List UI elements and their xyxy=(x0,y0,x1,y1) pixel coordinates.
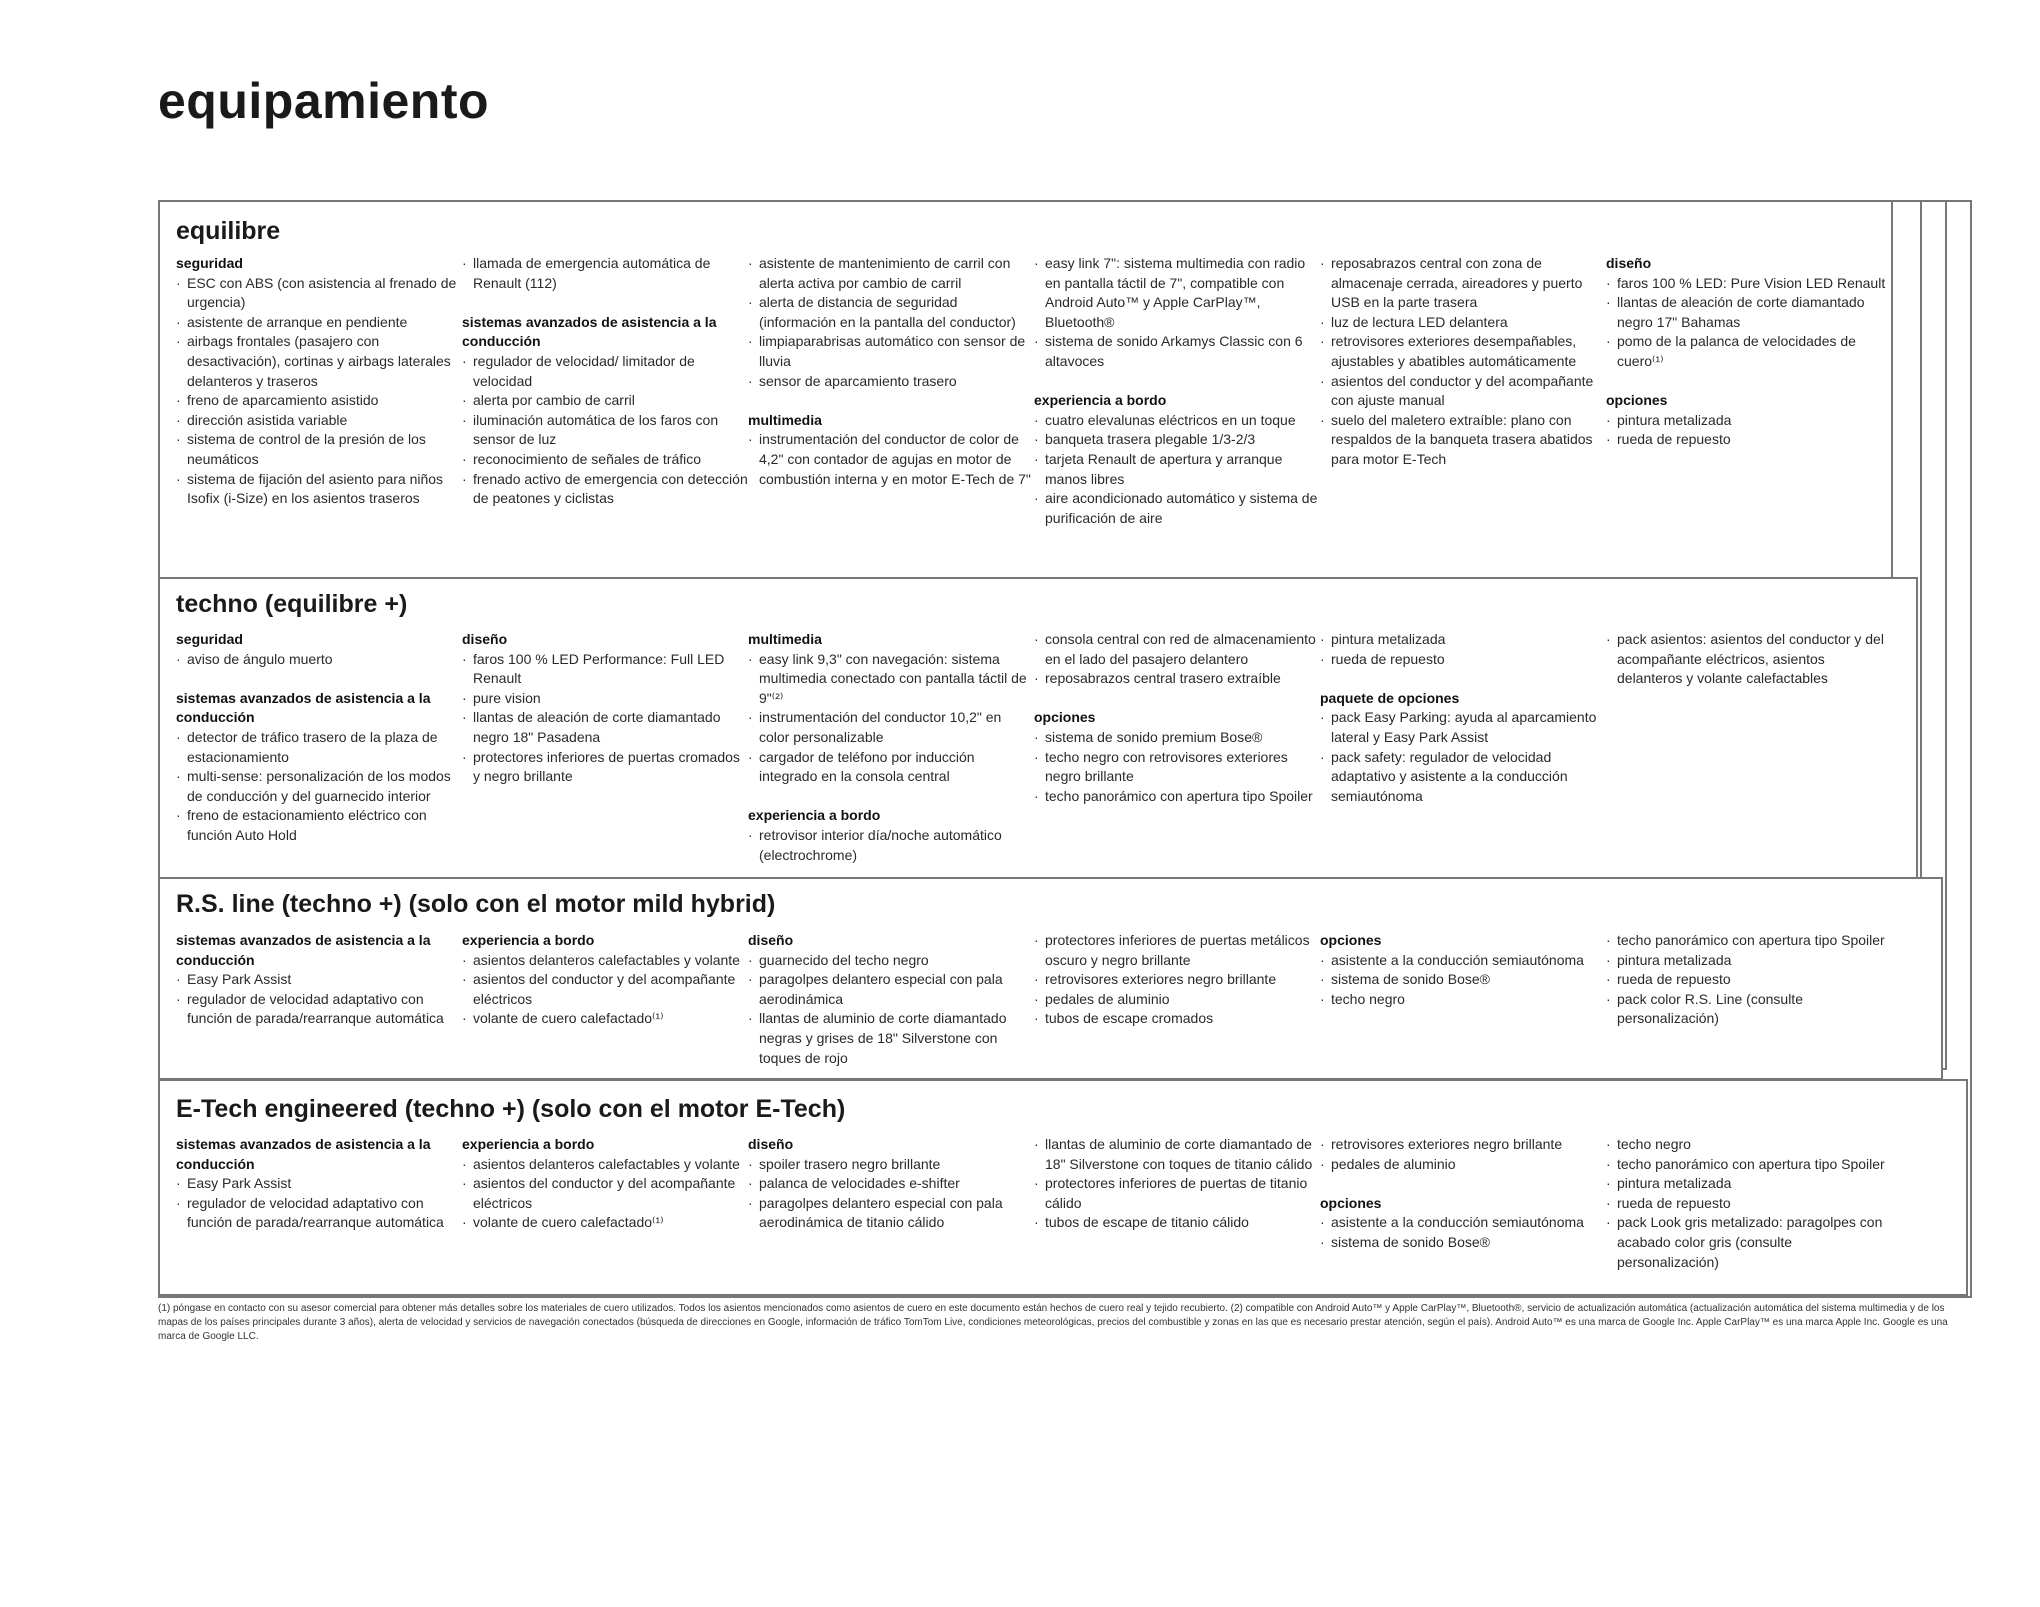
feature-group-heading: experiencia a bordo xyxy=(462,1136,595,1152)
feature-group-heading: multimedia xyxy=(748,631,822,647)
feature-column xyxy=(176,931,462,1068)
feature-column xyxy=(462,1135,748,1272)
feature-list xyxy=(1320,951,1606,1010)
feature-item: · asientos delanteros calefactables y volante xyxy=(462,951,748,971)
feature-group xyxy=(462,630,748,787)
feature-item: · techo panorámico con apertura tipo Spoiler xyxy=(1034,787,1320,807)
feature-group-heading: opciones xyxy=(1606,392,1668,409)
feature-item: · llantas de aleación de corte diamantado negro 17" Bahamas xyxy=(1606,293,1892,332)
feature-item: · freno de aparcamiento asistido xyxy=(176,391,462,411)
feature-column xyxy=(1606,931,1892,1068)
feature-column xyxy=(748,1135,1034,1272)
feature-list xyxy=(1606,630,1892,689)
section-title: techno (equilibre +) xyxy=(176,590,408,618)
feature-group-heading: multimedia xyxy=(748,411,822,428)
feature-group xyxy=(1320,931,1606,1009)
feature-column xyxy=(176,630,462,865)
feature-group xyxy=(1034,1135,1320,1233)
feature-item: · cuatro elevalunas eléctricos en un toque xyxy=(1034,411,1320,431)
feature-item: · instrumentación del conductor 10,2" en color personalizable xyxy=(748,708,1034,747)
section-title: E-Tech engineered (techno +) (solo con el motor E-Tech) xyxy=(176,1095,846,1123)
feature-group-heading: diseño xyxy=(748,932,794,948)
feature-column xyxy=(1320,931,1606,1068)
section-columns xyxy=(176,254,1886,528)
feature-item: · pack Easy Parking: ayuda al aparcamiento lateral y Easy Park Assist xyxy=(1320,708,1606,747)
feature-group-heading: sistemas avanzados de asistencia a la conducción xyxy=(176,1136,431,1172)
feature-group-heading: seguridad xyxy=(176,255,243,271)
feature-item: · cargador de teléfono por inducción integrado en la consola central xyxy=(748,748,1034,787)
feature-item: · iluminación automática de los faros con sensor de luz xyxy=(462,411,748,450)
feature-column xyxy=(1034,1135,1320,1272)
feature-list xyxy=(176,970,462,1029)
feature-group xyxy=(176,1135,462,1233)
feature-group xyxy=(462,254,748,293)
feature-list xyxy=(176,650,462,670)
feature-list xyxy=(1606,931,1892,1029)
feature-item: · techo panorámico con apertura tipo Spoiler xyxy=(1606,931,1892,951)
feature-column xyxy=(462,931,748,1068)
feature-item: · asientos delanteros calefactables y volante xyxy=(462,1155,748,1175)
feature-item: · aviso de ángulo muerto xyxy=(176,650,462,670)
feature-item: · sistema de control de la presión de los neumáticos xyxy=(176,430,462,469)
feature-group xyxy=(1320,1194,1606,1253)
feature-item: · pedales de aluminio xyxy=(1320,1155,1606,1175)
feature-column xyxy=(176,254,462,528)
feature-list xyxy=(462,254,748,293)
feature-item: · sistema de sonido Arkamys Classic con 6 altavoces xyxy=(1034,332,1320,371)
feature-list xyxy=(462,1155,748,1233)
feature-group xyxy=(748,1135,1034,1233)
feature-group xyxy=(1034,630,1320,689)
feature-item: · protectores inferiores de puertas de titanio cálido xyxy=(1034,1174,1320,1213)
feature-item: · multi-sense: personalización de los modos de conducción y del guarnecido interior xyxy=(176,767,462,806)
feature-column xyxy=(1606,630,1892,865)
feature-group xyxy=(176,931,462,1029)
feature-item: · pack color R.S. Line (consulte personalización) xyxy=(1606,990,1892,1029)
feature-group-heading: experiencia a bordo xyxy=(748,807,881,824)
feature-item: · alerta por cambio de carril xyxy=(462,391,748,411)
feature-item: · frenado activo de emergencia con detección de peatones y ciclistas xyxy=(462,470,748,509)
feature-list xyxy=(748,430,1034,489)
feature-group-heading: opciones xyxy=(1320,1194,1382,1211)
feature-item: · rueda de repuesto xyxy=(1320,650,1606,670)
feature-column xyxy=(176,1135,462,1272)
feature-item: · sistema de fijación del asiento para niños Isofix (i-Size) en los asientos traseros xyxy=(176,470,462,509)
feature-item: · asientos del conductor y del acompañante eléctricos xyxy=(462,1174,748,1213)
feature-group xyxy=(462,1135,748,1233)
feature-item: · tarjeta Renault de apertura y arranque manos libres xyxy=(1034,450,1320,489)
feature-group-heading: opciones xyxy=(1034,709,1096,726)
feature-group xyxy=(1034,391,1320,528)
feature-item: · tubos de escape cromados xyxy=(1034,1009,1320,1029)
feature-item: · sistema de sonido Bose® xyxy=(1320,1233,1606,1253)
feature-group xyxy=(462,931,748,1029)
footnote: (1) póngase en contacto con su asesor comercial para obtener más detalles sobre los materiales de cuero utilizados. Todos los asientos mencionados como asientos de cuero en este documento están hechos de cuero real y tejido recubierto. (2) compatible con Android Auto™ y Apple CarPlay™, Bluetooth®, servicio de actualización automática (actualización automática del sistema multimedia y de los mapas de los países principales durante 3 años), alerta de velocidad y servicios de navegación conectados (búsqueda de direcciones en Google, información de tráfico TomTom Live, condiciones meteorológicas, precios del combustible y zonas en las que es necesario prestar atención, según el país). Android Auto™ es una marca de Google Inc. Apple CarPlay™ es una marca Apple Inc. Google es una marca de Google LLC. xyxy=(158,1303,1948,1342)
feature-item: · techo negro xyxy=(1320,990,1606,1010)
feature-item: · detector de tráfico trasero de la plaza de estacionamiento xyxy=(176,728,462,767)
feature-group xyxy=(176,630,462,669)
feature-item: · llantas de aluminio de corte diamantado negras y grises de 18" Silverstone con toques de rojo xyxy=(748,1009,1034,1068)
feature-list xyxy=(748,951,1034,1069)
feature-group xyxy=(176,254,462,509)
feature-group xyxy=(1606,931,1892,1029)
feature-item: · pack safety: regulador de velocidad adaptativo y asistente a la conducción semiautónoma xyxy=(1320,748,1606,807)
feature-item: · suelo del maletero extraíble: plano con respaldos de la banqueta trasera abatidos para motor E-Tech xyxy=(1320,411,1606,470)
feature-list xyxy=(748,1155,1034,1233)
feature-item: · guarnecido del techo negro xyxy=(748,951,1034,971)
feature-group xyxy=(462,313,748,509)
feature-item: · paragolpes delantero especial con pala aerodinámica de titanio cálido xyxy=(748,1194,1034,1233)
feature-column xyxy=(748,931,1034,1068)
feature-item: · consola central con red de almacenamiento en el lado del pasajero delantero xyxy=(1034,630,1320,669)
feature-item: · pintura metalizada xyxy=(1606,1174,1892,1194)
feature-item: · easy link 9,3" con navegación: sistema multimedia conectado con pantalla táctil de 9"⁽²⁾ xyxy=(748,650,1034,709)
feature-item: · paragolpes delantero especial con pala aerodinámica xyxy=(748,970,1034,1009)
feature-group xyxy=(1320,1135,1606,1174)
feature-group-heading: diseño xyxy=(1606,255,1652,271)
feature-group xyxy=(748,931,1034,1068)
feature-item: · asistente de arranque en pendiente xyxy=(176,313,462,333)
feature-item: · faros 100 % LED: Pure Vision LED Renault xyxy=(1606,274,1892,294)
feature-group-heading: opciones xyxy=(1320,932,1382,948)
feature-item: · pack Look gris metalizado: paragolpes con acabado color gris (consulte personalización) xyxy=(1606,1213,1892,1272)
feature-item: · asistente a la conducción semiautónoma xyxy=(1320,951,1606,971)
feature-list xyxy=(1320,254,1606,470)
feature-item: · instrumentación del conductor de color de 4,2" con contador de agujas en motor de combustión interna y en motor E-Tech de 7" xyxy=(748,430,1034,489)
feature-group-heading: paquete de opciones xyxy=(1320,689,1460,706)
section-columns xyxy=(176,630,1908,865)
feature-item: · volante de cuero calefactado⁽¹⁾ xyxy=(462,1009,748,1029)
feature-list xyxy=(748,650,1034,787)
feature-item: · pintura metalizada xyxy=(1606,411,1892,431)
feature-list xyxy=(1034,254,1320,372)
feature-list xyxy=(462,951,748,1029)
feature-column xyxy=(1320,1135,1606,1272)
feature-group-heading: diseño xyxy=(462,631,508,647)
feature-list xyxy=(1320,1213,1606,1252)
feature-group xyxy=(1606,630,1892,689)
feature-list xyxy=(462,352,748,509)
feature-group xyxy=(1034,708,1320,806)
feature-item: · pintura metalizada xyxy=(1320,630,1606,650)
feature-group xyxy=(176,689,462,846)
feature-column xyxy=(1606,254,1892,528)
feature-item: · rueda de repuesto xyxy=(1606,970,1892,990)
feature-column xyxy=(1034,630,1320,865)
feature-item: · tubos de escape de titanio cálido xyxy=(1034,1213,1320,1233)
feature-item: · ESC con ABS (con asistencia al frenado de urgencia) xyxy=(176,274,462,313)
feature-column xyxy=(1320,630,1606,865)
feature-list xyxy=(1606,274,1892,372)
feature-item: · protectores inferiores de puertas metálicos oscuro y negro brillante xyxy=(1034,931,1320,970)
feature-item: · sistema de sonido Bose® xyxy=(1320,970,1606,990)
section-columns xyxy=(176,1135,1958,1272)
feature-item: · faros 100 % LED Performance: Full LED Renault xyxy=(462,650,748,689)
feature-group xyxy=(748,411,1034,489)
feature-item: · retrovisores exteriores negro brillante xyxy=(1320,1135,1606,1155)
feature-group xyxy=(1606,254,1892,372)
feature-item: · techo negro con retrovisores exteriores negro brillante xyxy=(1034,748,1320,787)
feature-list xyxy=(1034,630,1320,689)
feature-item: · retrovisor interior día/noche automático (electrochrome) xyxy=(748,826,1034,865)
feature-item: · airbags frontales (pasajero con desactivación), cortinas y airbags laterales delanteros y traseros xyxy=(176,332,462,391)
feature-column xyxy=(1034,254,1320,528)
feature-item: · pack asientos: asientos del conductor y del acompañante eléctricos, asientos delanteros y volante calefactables xyxy=(1606,630,1892,689)
feature-list xyxy=(1320,1135,1606,1174)
feature-item: · retrovisores exteriores negro brillante xyxy=(1034,970,1320,990)
feature-list xyxy=(462,650,748,787)
feature-list xyxy=(1034,931,1320,1029)
feature-group-heading: sistemas avanzados de asistencia a la conducción xyxy=(176,689,431,726)
feature-list xyxy=(176,274,462,509)
feature-item: · easy link 7": sistema multimedia con radio en pantalla táctil de 7", compatible con Android Auto™ y Apple CarPlay™, Bluetooth® xyxy=(1034,254,1320,332)
feature-item: · Easy Park Assist xyxy=(176,1174,462,1194)
feature-group xyxy=(748,806,1034,865)
feature-group-heading: sistemas avanzados de asistencia a la conducción xyxy=(462,313,717,350)
feature-column xyxy=(748,254,1034,528)
feature-item: · sensor de aparcamiento trasero xyxy=(748,372,1034,392)
feature-item: · pedales de aluminio xyxy=(1034,990,1320,1010)
feature-list xyxy=(1320,708,1606,806)
feature-group xyxy=(1320,630,1606,669)
feature-item: · asientos del conductor y del acompañante con ajuste manual xyxy=(1320,372,1606,411)
feature-group-heading: sistemas avanzados de asistencia a la conducción xyxy=(176,932,431,968)
feature-column xyxy=(1320,254,1606,528)
feature-list xyxy=(1320,630,1606,669)
feature-column xyxy=(1606,1135,1892,1272)
feature-group xyxy=(748,254,1034,391)
feature-item: · asientos del conductor y del acompañante eléctricos xyxy=(462,970,748,1009)
page-title: equipamiento xyxy=(158,73,490,129)
feature-item: · sistema de sonido premium Bose® xyxy=(1034,728,1320,748)
feature-item: · asistente a la conducción semiautónoma xyxy=(1320,1213,1606,1233)
feature-list xyxy=(1606,411,1892,450)
feature-item: · volante de cuero calefactado⁽¹⁾ xyxy=(462,1213,748,1233)
section-title: equilibre xyxy=(176,217,281,245)
feature-item: · aire acondicionado automático y sistema de purificación de aire xyxy=(1034,489,1320,528)
feature-item: · limpiaparabrisas automático con sensor de lluvia xyxy=(748,332,1034,371)
feature-item: · pintura metalizada xyxy=(1606,951,1892,971)
feature-list xyxy=(748,254,1034,391)
feature-list xyxy=(1034,728,1320,806)
feature-group xyxy=(1320,254,1606,470)
feature-group xyxy=(1034,254,1320,372)
feature-group xyxy=(1034,931,1320,1029)
feature-item: · freno de estacionamiento eléctrico con función Auto Hold xyxy=(176,806,462,845)
feature-group xyxy=(1606,391,1892,450)
feature-list xyxy=(1606,1135,1892,1272)
feature-item: · luz de lectura LED delantera xyxy=(1320,313,1606,333)
feature-item: · rueda de repuesto xyxy=(1606,1194,1892,1214)
section-techno xyxy=(158,577,1918,879)
feature-item: · Easy Park Assist xyxy=(176,970,462,990)
feature-item: · llamada de emergencia automática de Renault (112) xyxy=(462,254,748,293)
feature-list xyxy=(1034,411,1320,529)
feature-column xyxy=(462,630,748,865)
feature-item: · techo panorámico con apertura tipo Spoiler xyxy=(1606,1155,1892,1175)
feature-group xyxy=(748,630,1034,787)
feature-group xyxy=(1320,689,1606,807)
feature-list xyxy=(176,1174,462,1233)
section-columns xyxy=(176,931,1933,1068)
feature-group xyxy=(1606,1135,1892,1272)
feature-column xyxy=(1034,931,1320,1068)
feature-column xyxy=(748,630,1034,865)
feature-item: · spoiler trasero negro brillante xyxy=(748,1155,1034,1175)
feature-item: · reposabrazos central trasero extraíble xyxy=(1034,669,1320,689)
feature-item: · retrovisores exteriores desempañables, ajustables y abatibles automáticamente xyxy=(1320,332,1606,371)
feature-item: · llantas de aluminio de corte diamantado de 18" Silverstone con toques de titanio cálido xyxy=(1034,1135,1320,1174)
feature-list xyxy=(748,826,1034,865)
feature-item: · protectores inferiores de puertas cromados y negro brillante xyxy=(462,748,748,787)
feature-item: · pure vision xyxy=(462,689,748,709)
feature-list xyxy=(176,728,462,846)
feature-item: · regulador de velocidad adaptativo con función de parada/rearranque automática xyxy=(176,1194,462,1233)
feature-item: · regulador de velocidad adaptativo con función de parada/rearranque automática xyxy=(176,990,462,1029)
feature-item: · alerta de distancia de seguridad (información en la pantalla del conductor) xyxy=(748,293,1034,332)
feature-group-heading: experiencia a bordo xyxy=(1034,392,1167,409)
feature-group-heading: diseño xyxy=(748,1136,794,1152)
feature-item: · asistente de mantenimiento de carril con alerta activa por cambio de carril xyxy=(748,254,1034,293)
feature-item: · palanca de velocidades e-shifter xyxy=(748,1174,1034,1194)
section-title: R.S. line (techno +) (solo con el motor mild hybrid) xyxy=(176,890,776,918)
section-equilibre xyxy=(158,200,1893,579)
feature-item: · llantas de aleación de corte diamantado negro 18" Pasadena xyxy=(462,708,748,747)
section-rs-line xyxy=(158,877,1943,1080)
feature-item: · reconocimiento de señales de tráfico xyxy=(462,450,748,470)
feature-item: · pomo de la palanca de velocidades de cuero⁽¹⁾ xyxy=(1606,332,1892,371)
feature-item: · techo negro xyxy=(1606,1135,1892,1155)
feature-item: · rueda de repuesto xyxy=(1606,430,1892,450)
feature-group-heading: experiencia a bordo xyxy=(462,932,595,948)
section-etech-engineered xyxy=(158,1079,1968,1296)
feature-group-heading: seguridad xyxy=(176,631,243,647)
feature-list xyxy=(1034,1135,1320,1233)
feature-column xyxy=(462,254,748,528)
feature-item: · banqueta trasera plegable 1/3-2/3 xyxy=(1034,430,1320,450)
feature-item: · regulador de velocidad/ limitador de velocidad xyxy=(462,352,748,391)
feature-item: · dirección asistida variable xyxy=(176,411,462,431)
feature-item: · reposabrazos central con zona de almacenaje cerrada, aireadores y puerto USB en la parte trasera xyxy=(1320,254,1606,313)
